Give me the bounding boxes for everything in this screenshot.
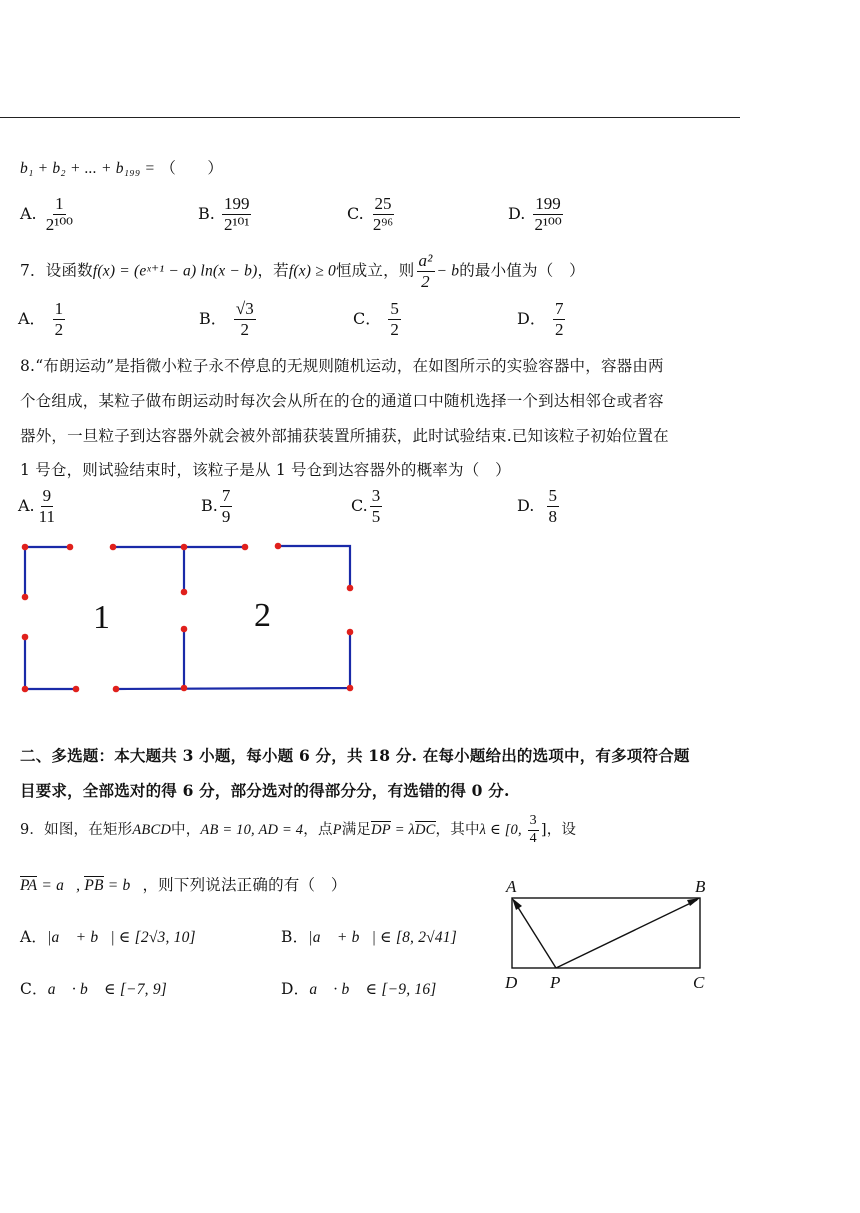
dot xyxy=(347,685,354,692)
header-rule xyxy=(0,117,740,118)
option-fraction: $\frac{25}{\text{2⁹⁶}}$ xyxy=(372,194,394,234)
chamber-label-2: 2 xyxy=(254,597,271,634)
q7-stem: 7．设函数f(x) = (eˣ⁺¹ − a) ln(x − b)，若f(x) ≥ 0恒成立，则 $\frac{\text{a²}}{2}$ − b的最小值为（ ） xyxy=(20,251,585,291)
q9-stem-line-1: 9．如图，在矩形ABCD中，AB = 10, AD = 4，点P满足DP = λDC，其中λ ∈ [0, $\frac{3}{4}$ ]，设 xyxy=(20,813,577,846)
dot xyxy=(22,594,29,601)
q6-expr: b₁ + b₂ + ... + b₁₉₉ = xyxy=(20,160,156,177)
dot xyxy=(181,685,188,692)
q8-option-d[interactable]: D. $\frac{5}{8}$ xyxy=(517,486,558,526)
dot xyxy=(181,589,188,596)
q8-line-2: 个仓组成，某粒子做布朗运动时每次会从所在的仓的通道口中随机选择一个到达相邻仓或者容 xyxy=(20,392,664,410)
q7-fraction: $\frac{\text{a²}}{2}$ xyxy=(418,251,433,291)
point-label-d: D xyxy=(505,973,518,992)
dot xyxy=(22,634,29,641)
option-label: B. xyxy=(198,203,215,223)
q9-option-d[interactable]: D．a⃗ · b⃗ ∈ [−9, 16] xyxy=(281,980,437,998)
q8-line-4: 1 号仓，则试验结束时，该粒子是从 1 号仓到达容器外的概率为（ ） xyxy=(20,461,511,479)
dot xyxy=(347,585,354,592)
q6-option-d[interactable] xyxy=(508,195,566,234)
q6-sum-line xyxy=(20,156,223,178)
dot xyxy=(181,544,188,551)
option-label: D. xyxy=(508,203,526,223)
option-fraction: $\frac{199}{\text{2¹⁰¹}}$ xyxy=(223,194,250,234)
container-figure xyxy=(0,530,380,705)
q8-option-a[interactable]: A. $\frac{9}{11}$ xyxy=(18,486,56,526)
q7-option-b[interactable]: B． $\frac{√3}{2}$ xyxy=(199,299,254,339)
q6-option-b[interactable] xyxy=(198,195,253,234)
vector-pb xyxy=(556,900,697,968)
q8-option-c[interactable]: C. $\frac{3}{5}$ xyxy=(351,486,381,526)
dot xyxy=(181,626,188,633)
point-label-b: B xyxy=(695,877,706,896)
q6-option-c[interactable] xyxy=(347,195,397,234)
chamber-label-1: 1 xyxy=(93,599,110,636)
q7-cond: f(x) ≥ 0 xyxy=(288,262,336,280)
vector-pa xyxy=(514,901,556,968)
wall-segment xyxy=(116,632,350,689)
q8-line-3: 器外，一旦粒子到达容器外就会被外部捕获装置所捕获，此时试验结束.已知该粒子初始位置在 xyxy=(20,427,669,445)
point-label-p: P xyxy=(550,973,561,992)
option-fraction: $\frac{1}{\text{2¹⁰⁰}}$ xyxy=(45,194,73,234)
rectangle-figure xyxy=(495,870,725,1000)
container-walls xyxy=(25,546,350,689)
q7-option-c[interactable]: C． $\frac{5}{2}$ xyxy=(353,299,399,339)
dot xyxy=(67,544,74,551)
option-label: A. xyxy=(20,203,37,223)
arrowhead-a xyxy=(512,898,522,910)
section2-line-1: 二、多选题：本大题共 3 小题，每小题 6 分，共 18 分. 在每小题给出的选项中，有多项符合题 xyxy=(20,746,690,765)
option-fraction: $\frac{199}{\text{2¹⁰⁰}}$ xyxy=(534,194,562,234)
dot xyxy=(22,544,29,551)
q6-option-a[interactable] xyxy=(20,195,77,234)
dot xyxy=(242,544,249,551)
dot xyxy=(110,544,117,551)
q7-func: f(x) = (eˣ⁺¹ − a) ln(x − b) xyxy=(92,262,258,280)
dot xyxy=(275,543,282,550)
arrowhead-b xyxy=(687,898,700,906)
q9-option-b[interactable]: B．|a⃗ + b⃗| ∈ [8, 2√41] xyxy=(281,928,457,946)
q9-option-a[interactable]: A．|a⃗ + b⃗| ∈ [2√3, 10] xyxy=(20,928,196,946)
point-label-c: C xyxy=(693,973,705,992)
q8-line-1: 8.“布朗运动”是指微小粒子永不停息的无规则随机运动，在如图所示的实验容器中，容器由两 xyxy=(20,357,664,375)
q6-paren: （ ） xyxy=(160,159,224,177)
dot xyxy=(73,686,80,693)
rectangle-abcd xyxy=(512,898,700,968)
dot xyxy=(113,686,120,693)
q7-option-a[interactable]: A． $\frac{1}{2}$ xyxy=(18,299,64,339)
wall-segment xyxy=(278,546,350,588)
q9-stem-line-2: PA = a⃗, PB = b⃗，则下列说法正确的有（ ） xyxy=(20,876,347,894)
wall-segment xyxy=(25,637,76,689)
section2-line-2: 目要求，全部选对的得 6 分，部分选对的得部分分，有选错的得 0 分. xyxy=(20,781,510,800)
q8-option-b[interactable]: B. $\frac{7}{9}$ xyxy=(201,486,231,526)
q7-option-d[interactable]: D． $\frac{7}{2}$ xyxy=(517,299,564,339)
point-label-a: A xyxy=(506,877,517,896)
channel-dots xyxy=(22,543,354,693)
dot xyxy=(22,686,29,693)
dot xyxy=(347,629,354,636)
wall-segment xyxy=(25,547,70,597)
option-label: C. xyxy=(347,203,364,223)
q9-option-c[interactable]: C．a⃗ · b⃗ ∈ [−7, 9] xyxy=(20,980,168,998)
